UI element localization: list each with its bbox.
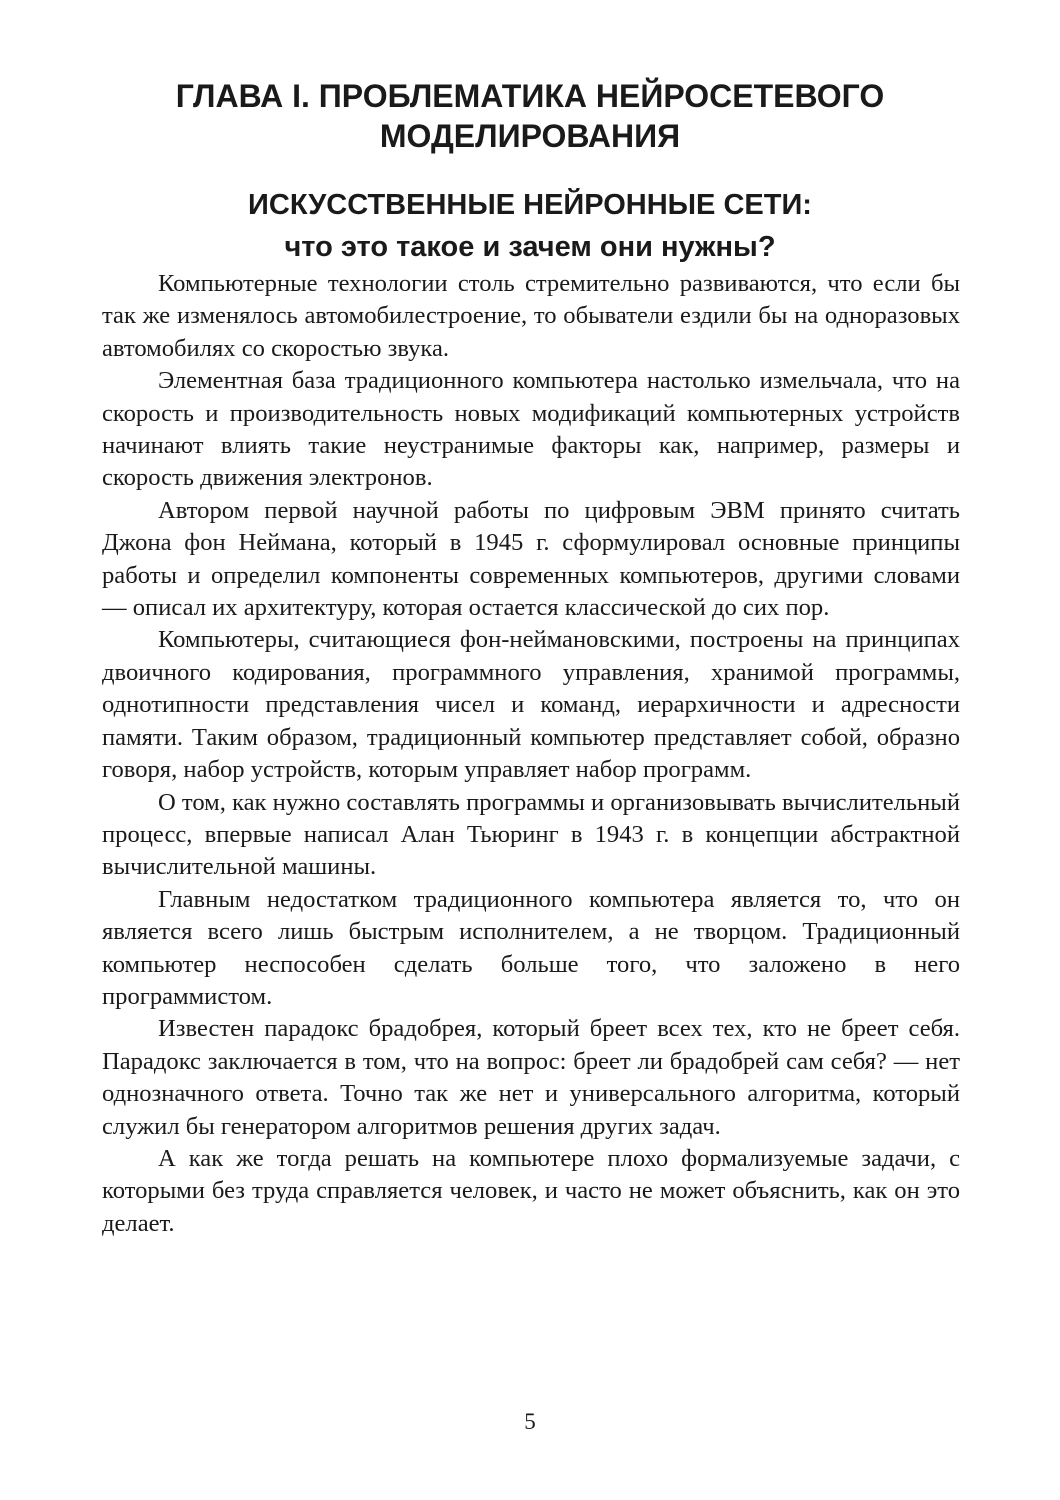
paragraph: Компьютерные технологии столь стремительно развиваются, что если бы так же изменялось автомобилестроение, то обыватели ездили бы на одноразовых автомобилях со скоростью звука.	[102, 270, 960, 362]
chapter-title	[100, 76, 960, 156]
chapter-title-line-2: МОДЕЛИРОВАНИЯ	[379, 118, 681, 154]
paragraph: А как же тогда решать на компьютере плохо формализуемые задачи, с которыми без труда справляется человек, и часто не может объяснить, как он это делает.	[102, 1144, 960, 1237]
paragraph: Автором первой научной работы по цифровым ЭВМ принято считать Джона фон Неймана, который в 1945 г. сформулировал основные принципы работы и определил компоненты современных компьютеров, другими словами — описал их архитектуру, которая остается классической до сих пор.	[102, 496, 960, 622]
paragraph: Главным недостатком традиционного компьютера является то, что он является всего лишь быстрым исполнителем, а не творцом. Традиционный компьютер неспособен сделать больше того, что заложено в него программистом.	[102, 885, 960, 1010]
paragraph: Компьютеры, считающиеся фон-неймановскими, построены на принципах двоичного кодирования, программного управления, хранимой программы, однотипности представления чисел и команд, иерархичности и адресности памяти. Таким образом, традиционный компьютер представляет собой, образно говоря, набор устройств, которым управляет набор программ.	[102, 626, 960, 784]
paragraph: Известен парадокс брадобрея, который бреет всех тех, кто не бреет себя. Парадокс заключается в том, что на вопрос: бреет ли брадобрей сам себя? — нет однозначного ответа. Точно так же нет и универсального алгоритма, который служил бы генератором алгоритмов решения других задач.	[102, 1015, 960, 1140]
section-title-line-2: что это такое и зачем они нужны?	[284, 231, 776, 263]
paragraph: Элементная база традиционного компьютера настолько измельчала, что на скорость и производительность новых модификаций компьютерных устройств начинают влиять такие неустранимые факторы как, например, размеры и скорость движения электронов.	[102, 367, 960, 492]
chapter-title-line-1: ГЛАВА I. ПРОБЛЕМАТИКА НЕЙРОСЕТЕВОГО	[175, 78, 885, 114]
section-title-line-1: ИСКУССТВЕННЫЕ НЕЙРОННЫЕ СЕТИ:	[248, 189, 812, 221]
section-title	[100, 184, 960, 268]
paragraph: О том, как нужно составлять программы и организовывать вычислительный процесс, впервые написал Алан Тьюринг в 1943 г. в концепции абстрактной вычислительной машины.	[102, 788, 960, 881]
page-number: 5	[524, 1409, 536, 1434]
body-text	[102, 268, 960, 1240]
